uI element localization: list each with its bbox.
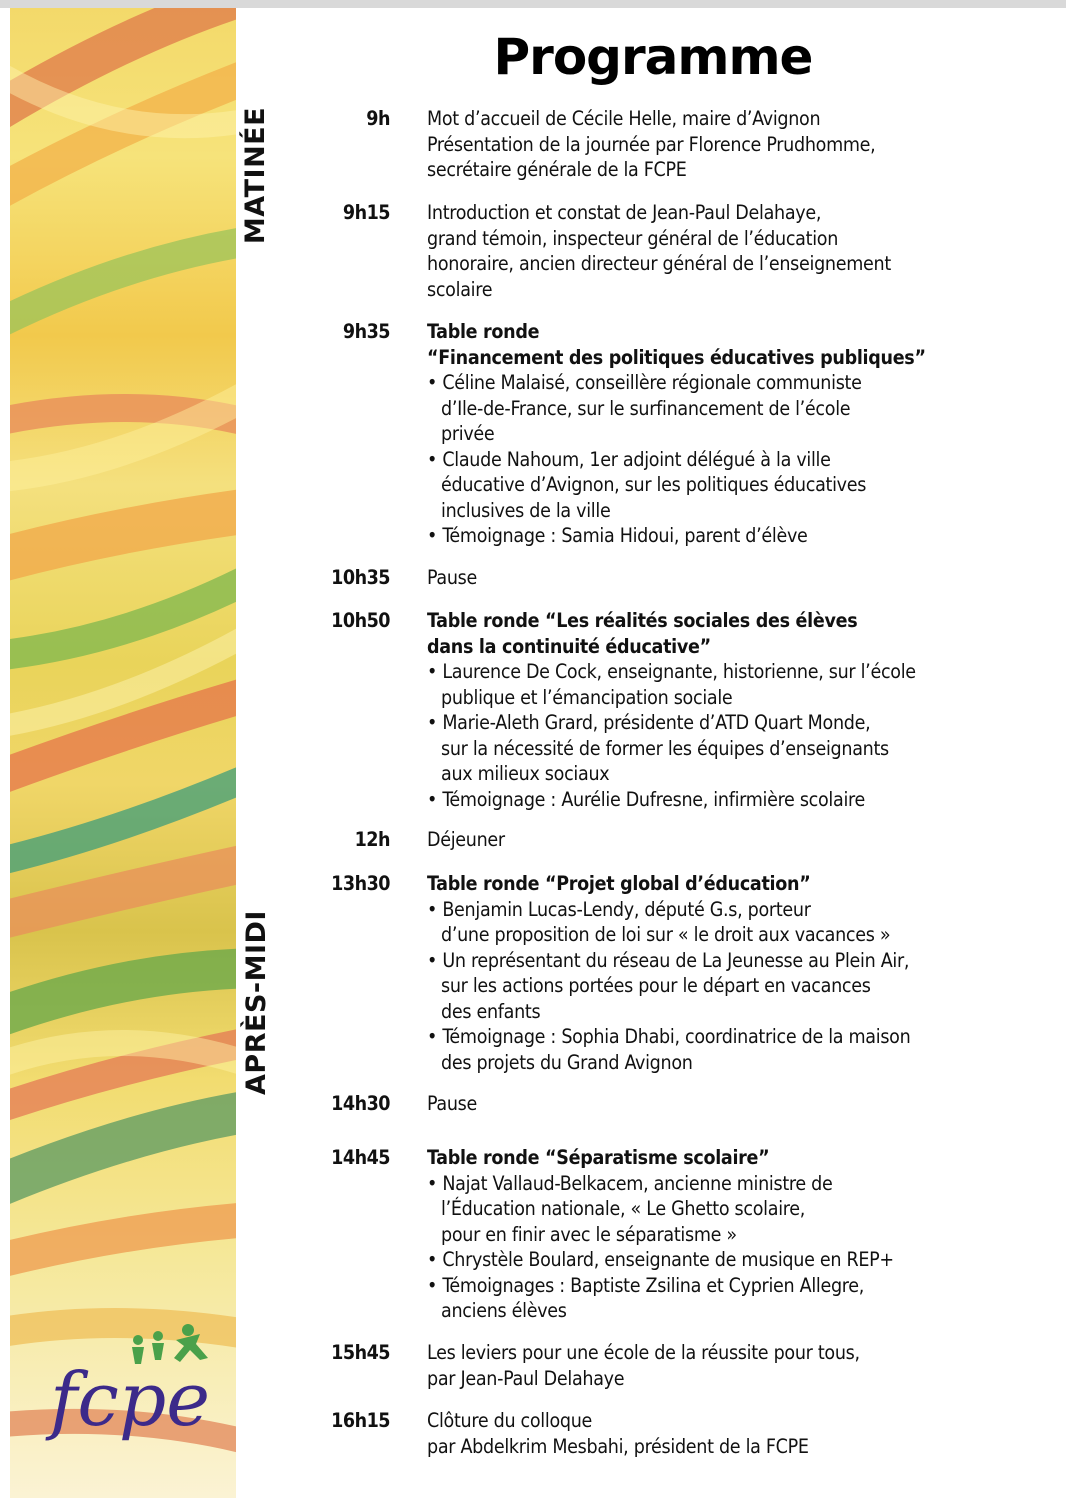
program-item bbox=[427, 1408, 1027, 1459]
program-item bbox=[427, 827, 1027, 853]
item-line: publique et l’émancipation sociale bbox=[441, 685, 733, 709]
program-item bbox=[427, 1340, 1027, 1391]
item-bullet: • Laurence De Cock, enseignante, historienne, sur l’école bbox=[427, 660, 916, 683]
item-line: privée bbox=[441, 422, 495, 445]
item-line: l’Éducation nationale, « Le Ghetto scolaire, bbox=[441, 1197, 806, 1220]
item-line: Clôture du colloque bbox=[427, 1409, 593, 1432]
item-heading: Table ronde “Séparatisme scolaire” bbox=[427, 1146, 770, 1169]
program-item bbox=[427, 1145, 1027, 1324]
item-bullet: • Témoignage : Samia Hidoui, parent d’élève bbox=[427, 524, 808, 547]
item-line: Présentation de la journée par Florence Prudhomme, bbox=[427, 132, 876, 156]
item-line: des enfants bbox=[441, 999, 541, 1023]
time-label: 16h15 bbox=[331, 1409, 390, 1432]
section-label-afternoon: APRÈS-MIDI bbox=[240, 910, 272, 1095]
program-item bbox=[427, 565, 1027, 591]
item-heading: dans la continuité éducative” bbox=[427, 634, 711, 658]
item-line: Les leviers pour une école de la réussite pour tous, bbox=[427, 1341, 860, 1364]
time-label: 13h30 bbox=[331, 872, 390, 895]
item-line: anciens élèves bbox=[441, 1299, 567, 1322]
item-line: grand témoin, inspecteur général de l’éducation bbox=[427, 226, 839, 250]
item-line: par Abdelkrim Mesbahi, président de la FCPE bbox=[427, 1434, 809, 1458]
item-bullet: • Najat Vallaud-Belkacem, ancienne ministre de bbox=[427, 1171, 833, 1195]
item-line: des projets du Grand Avignon bbox=[441, 1050, 693, 1074]
item-line: sur les actions portées pour le départ en vacances bbox=[441, 974, 871, 997]
top-border bbox=[0, 0, 1066, 8]
item-bullet: • Marie-Aleth Grard, présidente d’ATD Quart Monde, bbox=[427, 711, 871, 734]
item-bullet: • Benjamin Lucas-Lendy, député G.s, porteur bbox=[427, 897, 811, 921]
item-bullet: • Chrystèle Boulard, enseignante de musique en REP+ bbox=[427, 1248, 894, 1271]
time-label: 12h bbox=[354, 828, 390, 851]
program-item bbox=[427, 200, 1027, 302]
program-item bbox=[427, 608, 1027, 812]
item-line: scolaire bbox=[427, 277, 493, 301]
fcpe-logo bbox=[30, 1320, 230, 1460]
item-heading: Table ronde bbox=[427, 320, 540, 343]
item-bullet: • Témoignage : Aurélie Dufresne, infirmière scolaire bbox=[427, 787, 866, 811]
item-bullet: • Claude Nahoum, 1er adjoint délégué à la ville bbox=[427, 447, 831, 471]
time-label: 10h35 bbox=[331, 566, 390, 589]
time-label: 9h35 bbox=[342, 320, 390, 343]
item-bullet: • Témoignages : Baptiste Zsilina et Cyprien Allegre, bbox=[427, 1273, 865, 1297]
item-line: aux milieux sociaux bbox=[441, 762, 610, 785]
artwork-brush-strokes bbox=[10, 8, 236, 1498]
logo-wordmark: fcpe bbox=[50, 1357, 210, 1443]
item-line: secrétaire générale de la FCPE bbox=[427, 158, 687, 181]
item-line: Déjeuner bbox=[427, 828, 505, 851]
item-line: Introduction et constat de Jean-Paul Delahaye, bbox=[427, 201, 822, 224]
item-line: Mot d’accueil de Cécile Helle, maire d’Avignon bbox=[427, 107, 821, 130]
item-heading: “Financement des politiques éducatives publiques” bbox=[427, 345, 926, 369]
fcpe-logo-graphic bbox=[30, 1320, 230, 1460]
item-line: éducative d’Avignon, sur les politiques éducatives bbox=[441, 473, 867, 496]
time-label: 9h bbox=[366, 107, 390, 130]
time-label: 9h15 bbox=[342, 201, 390, 224]
time-label: 15h45 bbox=[331, 1341, 390, 1364]
item-bullet: • Céline Malaisé, conseillère régionale communiste bbox=[427, 371, 862, 394]
item-heading: Table ronde “Les réalités sociales des élèves bbox=[427, 609, 858, 632]
item-line: pour en finir avec le séparatisme » bbox=[441, 1222, 737, 1246]
time-label: 14h45 bbox=[331, 1146, 390, 1169]
time-label: 14h30 bbox=[331, 1092, 390, 1115]
page-title: Programme bbox=[493, 28, 813, 86]
time-label: 10h50 bbox=[331, 609, 390, 632]
item-line: sur la nécessité de former les équipes d’enseignants bbox=[441, 736, 889, 760]
item-bullet: • Témoignage : Sophia Dhabi, coordinatrice de la maison bbox=[427, 1025, 911, 1048]
item-line: Pause bbox=[427, 1092, 478, 1115]
item-line: par Jean-Paul Delahaye bbox=[427, 1366, 625, 1390]
item-line: honoraire, ancien directeur général de l’enseignement bbox=[427, 252, 891, 275]
decorative-artwork bbox=[10, 8, 236, 1498]
item-line: d’une proposition de loi sur « le droit aux vacances » bbox=[441, 923, 891, 946]
item-heading: Table ronde “Projet global d’éducation” bbox=[427, 872, 811, 895]
program-item bbox=[427, 1091, 1027, 1117]
program-item bbox=[427, 106, 1027, 183]
program-item bbox=[427, 871, 1027, 1075]
item-line: inclusives de la ville bbox=[441, 498, 611, 522]
item-line: d’Ile-de-France, sur le surfinancement de l’école bbox=[441, 396, 851, 420]
item-line: Pause bbox=[427, 566, 478, 589]
section-label-morning: MATINÉE bbox=[240, 106, 272, 244]
item-bullet: • Un représentant du réseau de La Jeunesse au Plein Air, bbox=[427, 948, 910, 972]
program-item bbox=[427, 319, 1027, 549]
